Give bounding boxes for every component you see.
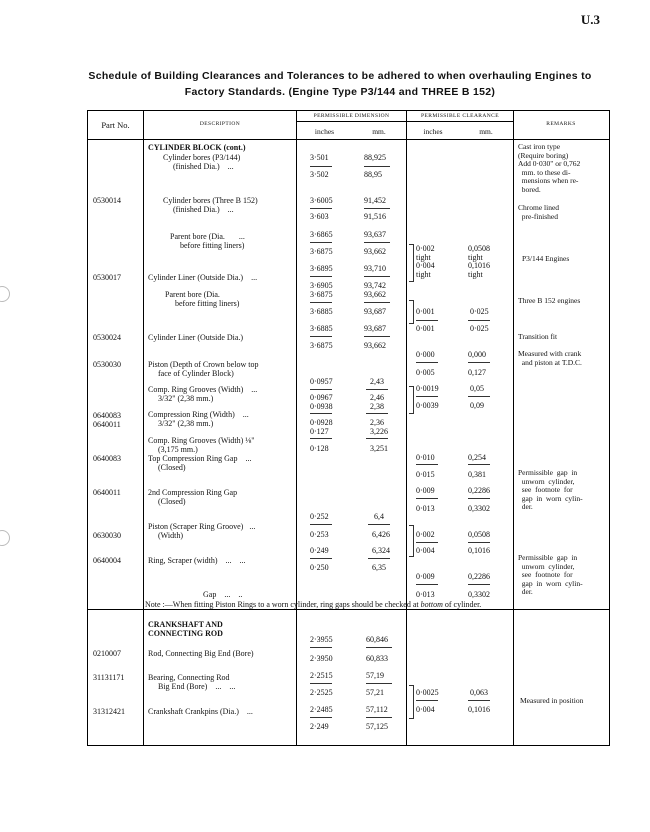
- range-rule: [364, 336, 390, 337]
- clearance-inches: 0·004: [416, 705, 435, 714]
- header-part-no: Part No.: [101, 120, 130, 130]
- dimension-inches: 0·253: [310, 530, 329, 539]
- range-rule: [416, 464, 438, 465]
- range-rule: [310, 242, 332, 243]
- range-rule: [366, 413, 388, 414]
- dimension-mm: 88,925: [364, 153, 386, 162]
- row-description: Compression Ring (Width) ... 3/32" (2,38 mm.): [148, 410, 249, 428]
- dimension-mm: 91,452: [364, 196, 386, 205]
- dimension-mm: 6,324: [372, 546, 390, 555]
- part-number: 0530017: [93, 273, 121, 282]
- row-description: Rod, Connecting Big End (Bore): [148, 649, 254, 658]
- range-rule: [310, 558, 332, 559]
- range-rule: [364, 208, 390, 209]
- clearance-inches: 0·009: [416, 486, 435, 495]
- dimension-inches: 0·0957: [310, 377, 333, 386]
- row-description: Comp. Ring Grooves (Width) ... 3/32" (2,38 mm.): [148, 385, 258, 403]
- clearance-inches: 0·0025: [416, 688, 439, 697]
- clearance-mm: 0,1016: [468, 705, 490, 714]
- part-number: 0640083: [93, 454, 121, 463]
- dimension-inches: 2·3955: [310, 635, 333, 644]
- clearance-bracket: [409, 244, 414, 282]
- dimension-mm: 2,36 3,226: [370, 418, 388, 436]
- dimension-mm: 60,846: [366, 635, 388, 644]
- header-clearance-mm: mm.: [479, 127, 493, 136]
- clearance-inches: 0·015: [416, 470, 435, 479]
- punch-hole: [0, 530, 10, 546]
- header-permissible-dimension: PERMISSIBLE DIMENSION: [313, 113, 390, 119]
- row-description: Parent bore (Dia. before fitting liners): [165, 290, 240, 308]
- row-description: Gap ... ..: [203, 590, 243, 599]
- range-rule: [364, 302, 390, 303]
- dimension-mm: 88,95: [364, 170, 382, 179]
- clearance-mm: 0,05: [470, 384, 484, 393]
- dimension-inches: 3·6865: [310, 230, 333, 239]
- remark: Permissible gap in unworn cylinder, see footnote for gap in worn cylin- der.: [518, 468, 583, 511]
- range-rule: [310, 438, 332, 439]
- range-rule: [416, 584, 438, 585]
- row-description: Comp. Ring Grooves (Width) ⅛" (3,175 mm.): [148, 436, 255, 454]
- dimension-mm: 93,742 93,662: [364, 281, 386, 299]
- range-rule: [310, 336, 332, 337]
- range-rule: [364, 242, 390, 243]
- range-rule: [310, 647, 332, 648]
- clearance-mm: 0,2286: [468, 486, 490, 495]
- clearance-inches: 0·001: [416, 324, 435, 333]
- dimension-inches: 3·501: [310, 153, 329, 162]
- dimension-inches: 2·2485: [310, 705, 333, 714]
- dimension-mm: 93,687: [364, 307, 386, 316]
- range-rule: [368, 524, 390, 525]
- dimension-mm: 6,426: [372, 530, 390, 539]
- range-rule: [468, 464, 490, 465]
- row-description: 2nd Compression Ring Gap (Closed): [148, 488, 238, 506]
- range-rule: [416, 396, 438, 397]
- range-rule: [468, 584, 490, 585]
- clearance-mm: 0,254: [468, 453, 486, 462]
- header-mm: mm.: [372, 127, 386, 136]
- range-rule: [468, 396, 490, 397]
- range-rule: [416, 362, 438, 363]
- part-number: 0530024: [93, 333, 121, 342]
- footnote-emphasis: bottom: [420, 600, 443, 609]
- clearance-inches: 0·004: [416, 546, 435, 555]
- dimension-inches: 0·128: [310, 444, 329, 453]
- clearance-inches: 0·010: [416, 453, 435, 462]
- clearance-mm: 0·025: [470, 307, 489, 316]
- row-description: Top Compression Ring Gap ... (Closed): [148, 454, 252, 472]
- row-description: Piston (Depth of Crown below top face of Cylinder Block): [148, 360, 259, 378]
- row-description: Piston (Scraper Ring Groove) ... (Width): [148, 522, 256, 540]
- row-description: Bearing, Connecting Rod Big End (Bore) ... ...: [148, 673, 236, 691]
- range-rule: [364, 276, 390, 277]
- dimension-inches: 3·502: [310, 170, 329, 179]
- dimension-mm: 57,125: [366, 722, 388, 731]
- dimension-mm: 6,35: [372, 563, 386, 572]
- remark: Measured in position: [520, 696, 584, 705]
- section-rule: [87, 609, 609, 610]
- dimension-inches: 0·0928 0·127: [310, 418, 333, 436]
- column-divider: [406, 110, 407, 746]
- remark: Three B 152 engines: [518, 296, 581, 305]
- dimension-mm: 57,21: [366, 688, 384, 697]
- row-description: Parent bore (Dia. ... before fitting liners): [170, 232, 245, 250]
- dimension-mm: 57,19: [366, 671, 384, 680]
- row-description: Cylinder bores (Three B 152) (finished Dia.) ...: [163, 196, 258, 214]
- dimension-inches: 2·2525: [310, 688, 333, 697]
- dimension-mm: 2,46 2,38: [370, 393, 384, 411]
- footnote-end: of cylinder.: [442, 600, 482, 609]
- part-number: 0210007: [93, 649, 121, 658]
- clearance-mm: 0,0508: [468, 530, 490, 539]
- column-divider: [513, 110, 514, 746]
- dimension-mm: 93,710: [364, 264, 386, 273]
- dimension-inches: 3·603: [310, 212, 329, 221]
- punch-hole: [0, 286, 10, 302]
- range-rule: [310, 166, 332, 167]
- clearance-bracket: [409, 386, 414, 414]
- page-title: Schedule of Building Clearances and Tolerances to be adhered to when overhauling Engines to: [88, 70, 592, 82]
- clearance-inches: 0·000: [416, 350, 435, 359]
- dimension-inches: 0·0967 0·0938: [310, 393, 333, 411]
- row-description: Cylinder Liner (Outside Dia.) ...: [148, 273, 258, 282]
- footnote: [145, 600, 481, 609]
- dimension-inches: 2·249: [310, 722, 329, 731]
- range-rule: [368, 558, 390, 559]
- page-subtitle: Factory Standards. (Engine Type P3/144 and THREE B 152): [184, 86, 496, 98]
- range-rule: [416, 542, 438, 543]
- range-rule: [468, 320, 490, 321]
- column-divider: [296, 110, 297, 746]
- clearance-mm: 0,3302: [468, 504, 490, 513]
- range-rule: [310, 276, 332, 277]
- range-rule: [310, 717, 332, 718]
- range-rule: [366, 438, 388, 439]
- range-rule: [364, 166, 390, 167]
- clearance-inches: 0·013: [416, 504, 435, 513]
- dimension-mm: 60,833: [366, 654, 388, 663]
- header-remarks: REMARKS: [546, 121, 576, 127]
- clearance-bracket: [409, 525, 414, 557]
- dimension-inches: 3·6895: [310, 264, 333, 273]
- clearance-mm: 0,09: [470, 401, 484, 410]
- range-rule: [310, 208, 332, 209]
- row-description: Ring, Scraper (width) ... ...: [148, 556, 246, 565]
- header-rule: [296, 121, 513, 122]
- range-rule: [416, 700, 438, 701]
- dimension-inches: 3·6005: [310, 196, 333, 205]
- part-number: 0640083 0640011: [93, 411, 121, 429]
- clearance-mm: 0,063: [470, 688, 488, 697]
- part-number: 0640004: [93, 556, 121, 565]
- dimension-mm: 6,4: [374, 512, 384, 521]
- dimension-mm: 3,251: [370, 444, 388, 453]
- page-number: U.3: [580, 12, 600, 27]
- range-rule: [310, 413, 332, 414]
- clearance-inches: 0·001: [416, 307, 435, 316]
- range-rule: [310, 524, 332, 525]
- part-number: 31312421: [93, 707, 125, 716]
- clearance-mm: 0,3302: [468, 590, 490, 599]
- range-rule: [366, 647, 392, 648]
- clearance-mm: 0,127: [468, 368, 486, 377]
- dimension-inches: 0·250: [310, 563, 329, 572]
- dimension-inches: 3·6885: [310, 324, 333, 333]
- dimension-inches: 3·6875: [310, 247, 333, 256]
- part-number: 0640011: [93, 488, 121, 497]
- clearance-inches: 0·002 tight 0·004 tight: [416, 244, 435, 279]
- range-rule: [416, 320, 438, 321]
- dimension-inches: 0·252: [310, 512, 329, 521]
- clearance-inches: 0·013: [416, 590, 435, 599]
- dimension-inches: 3·6875: [310, 341, 333, 350]
- clearance-inches: 0·0039: [416, 401, 439, 410]
- dimension-mm: 57,112: [366, 705, 388, 714]
- range-rule: [366, 683, 392, 684]
- clearance-inches: 0·005: [416, 368, 435, 377]
- range-rule: [468, 498, 490, 499]
- header-description: DESCRIPTION: [199, 121, 241, 127]
- range-rule: [310, 302, 332, 303]
- header-rule: [87, 139, 609, 140]
- range-rule: [310, 683, 332, 684]
- row-description: Cylinder bores (P3/144) (finished Dia.) ...: [163, 153, 241, 171]
- dimension-mm: 93,662: [364, 341, 386, 350]
- clearance-mm: 0·025: [470, 324, 489, 333]
- clearance-mm: 0,2286: [468, 572, 490, 581]
- clearance-bracket: [409, 300, 414, 324]
- remark: Chrome lined pre-finished: [518, 203, 560, 221]
- section-heading: CYLINDER BLOCK (cont.): [148, 143, 246, 152]
- range-rule: [366, 717, 392, 718]
- dimension-inches: 0·249: [310, 546, 329, 555]
- clearance-mm: 0,381: [468, 470, 486, 479]
- column-divider: [143, 110, 144, 746]
- remark: P3/144 Engines: [522, 254, 570, 263]
- part-number: 31131171: [93, 673, 125, 682]
- clearance-inches: 0·002: [416, 530, 435, 539]
- part-number: 0630030: [93, 531, 121, 540]
- footnote-text: Note :—When fitting Piston Rings to a worn cylinder, ring gaps should be checked at: [145, 600, 421, 609]
- clearance-mm: 0,000: [468, 350, 486, 359]
- row-description: Crankshaft Crankpins (Dia.) ...: [148, 707, 253, 716]
- clearance-mm: 0,1016: [468, 546, 490, 555]
- clearance-mm: 0,0508 tight 0,1016 tight: [468, 244, 490, 279]
- range-rule: [310, 389, 332, 390]
- part-number: 0530014: [93, 196, 121, 205]
- clearance-inches: 0·009: [416, 572, 435, 581]
- dimension-mm: 93,662: [364, 247, 386, 256]
- dimension-inches: 2·2515: [310, 671, 333, 680]
- range-rule: [366, 389, 388, 390]
- section-heading: CRANKSHAFT AND CONNECTING ROD: [148, 620, 223, 638]
- range-rule: [468, 362, 490, 363]
- dimension-inches: 3·6885: [310, 307, 333, 316]
- range-rule: [468, 700, 490, 701]
- dimension-inches: 2·3950: [310, 654, 333, 663]
- dimension-mm: 2,43: [370, 377, 384, 386]
- part-number: 0530030: [93, 360, 121, 369]
- header-inches: inches: [314, 127, 335, 136]
- dimension-mm: 91,516: [364, 212, 386, 221]
- clearance-inches: 0·0019: [416, 384, 439, 393]
- remark: Permissible gap in unworn cylinder, see footnote for gap in worn cylin- der.: [518, 553, 583, 596]
- clearance-bracket: [409, 685, 414, 719]
- row-description: Cylinder Liner (Outside Dia.): [148, 333, 244, 342]
- header-permissible-clearance: PERMISSIBLE CLEARANCE: [421, 113, 499, 119]
- dimension-mm: 93,687: [364, 324, 386, 333]
- remark: Measured with crank and piston at T.D.C.: [518, 349, 582, 367]
- range-rule: [416, 498, 438, 499]
- remark: Transition fit: [518, 332, 558, 341]
- remark: Cast iron type (Require boring) Add 0·030" or 0,762 mm. to these di- mensions when re- bored.: [518, 142, 581, 194]
- header-clearance-inches: inches: [423, 127, 443, 136]
- dimension-mm: 93,637: [364, 230, 386, 239]
- range-rule: [468, 542, 490, 543]
- dimension-inches: 3·6905 3·6875: [310, 281, 333, 299]
